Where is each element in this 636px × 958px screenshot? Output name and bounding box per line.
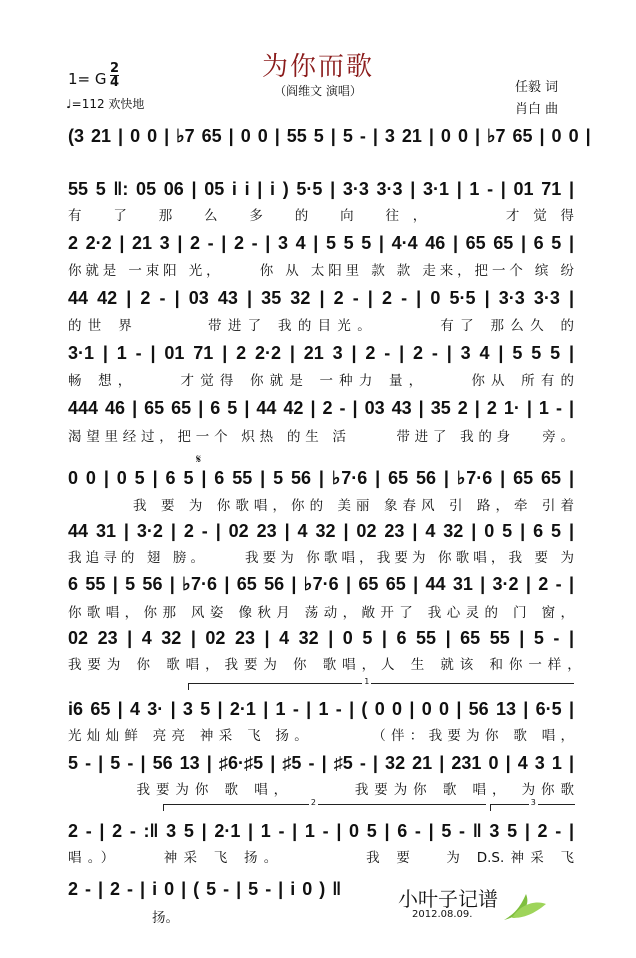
volta-bracket-1 [188,677,574,690]
notation-line: 55 5 ‖: 05 06 | 05 i i | i ) 5·5 | 3·3 3·3 | 3·1 | 1 - | 01 71 | [68,179,574,199]
lyric-line: 有 了 那 么 多 的 向 往， 才觉得 [68,208,574,224]
notation-line: 02 23 | 4 32 | 02 23 | 4 32 | 0 5 | 6 55 | 65 55 | 5 - | [68,628,574,648]
notation-line: 2 2·2 | 21 3 | 2 - | 2 - | 3 4 | 5 5 5 | 4·4 46 | 65 65 | 6 5 | [68,233,574,253]
volta-bracket-2 [163,798,486,811]
time-signature [110,62,119,89]
notation-line: 44 42 | 2 - | 03 43 | 35 32 | 2 - | 2 - | 0 5·5 | 3·3 3·3 | [68,288,574,308]
notation-line: 2 - | 2 - | i 0 | ( 5 - | 5 - | i 0 ) ‖ [68,879,342,899]
notation-line: i6 65 | 4 3· | 3 5 | 2·1 | 1 - | 1 - | ( 0 0 | 0 0 | 56 13 | 6·5 | [68,699,574,719]
lyric-line: 扬。 [152,910,179,926]
notation-line: 2 - | 2 - :‖ 3 5 | 2·1 | 1 - | 1 - | 0 5 | 6 - | 5 - ‖ 3 5 | 2 - | [68,821,574,841]
time-bottom: 4 [110,75,120,90]
lyric-line: 我追寻的 翅 膀。 我要为 你歌唱，我要为 你歌唱，我 要 为 [68,550,574,566]
lyric-line: 光灿灿鲜 亮亮 神采 飞 扬。 （伴：我要为你 歌 唱， [68,728,574,744]
leaf-icon [500,888,550,924]
key-signature: 1= G [68,70,107,88]
transcriber-signature: 小叶子记谱 [398,887,498,911]
notation-line: 444 46 | 65 65 | 6 5 | 44 42 | 2 - | 03 43 | 35 2 | 2 1· | 1 - | [68,398,574,418]
tempo-marking: ♩=112 欢快地 [66,97,145,111]
segno-sign: 𝄋 [196,452,202,466]
song-title: 为你而歌 [261,52,374,82]
volta-bracket-3 [490,798,575,811]
transcription-date: 2012.08.09. [412,909,473,920]
lyric-line: 你就是 一束阳 光， 你 从 太阳里 款 款 走来，把一个 缤 纷 [68,263,574,279]
composer-credit: 肖白 曲 [515,102,559,117]
volta-label: 3 [530,798,536,807]
lyric-line: 渴望里经过，把一个 炽热 的生 活 带进了 我的身 旁。 [68,429,574,445]
notation-line: 3·1 | 1 - | 01 71 | 2 2·2 | 21 3 | 2 - | 2 - | 3 4 | 5 5 5 | [68,343,574,363]
notation-line: 5 - | 5 - | 56 13 | ♯6·♯5 | ♯5 - | ♯5 - | 32 21 | 231 0 | 4 3 1 | [68,753,574,773]
time-top: 2 [110,61,120,76]
notation-line: 6 55 | 5 56 | ♭7·6 | 65 56 | ♭7·6 | 65 65 | 44 31 | 3·2 | 2 - | [68,574,574,594]
singer-credit: （阎维文 演唱） [274,84,362,98]
lyricist-credit: 任毅 词 [515,80,559,95]
lyric-line: 畅 想， 才觉得 你就是 一种力 量， 你从 所有的 [68,373,574,389]
notation-line: 44 31 | 3·2 | 2 - | 02 23 | 4 32 | 02 23 | 4 32 | 0 5 | 6 5 | [68,521,574,541]
lyric-line: 我要为你 歌 唱， 我要为你 歌 唱， 为你歌 [68,782,574,798]
notation-line: (3 21 | 0 0 | ♭7 65 | 0 0 | 55 5 | 5 - | 3 21 | 0 0 | ♭7 65 | 0 0 | [68,126,591,146]
lyric-line: 我 要 为 你歌唱，你的 美丽 象春风 引 路，牵 引着 [68,498,574,514]
notation-line: 0 0 | 0 5 | 6 5 | 6 55 | 5 56 | ♭7·6 | 65 56 | ♭7·6 | 65 65 | [68,468,574,488]
volta-label: 2 [310,798,316,807]
volta-label: 1 [364,677,370,686]
lyric-line: 我要为 你 歌唱，我要为 你 歌唱，人 生 就该 和你一样， [68,657,588,673]
lyric-line: 你歌唱，你那 风姿 像秋月 荡动，敞开了 我心灵的 门 窗， [68,605,574,621]
lyric-line: 唱。） 神采 飞 扬。 我 要 为 D.S.神采 飞 [68,850,574,866]
lyric-line: 的世 界 带进了 我的目光。 有了 那么久 的 [68,318,574,334]
